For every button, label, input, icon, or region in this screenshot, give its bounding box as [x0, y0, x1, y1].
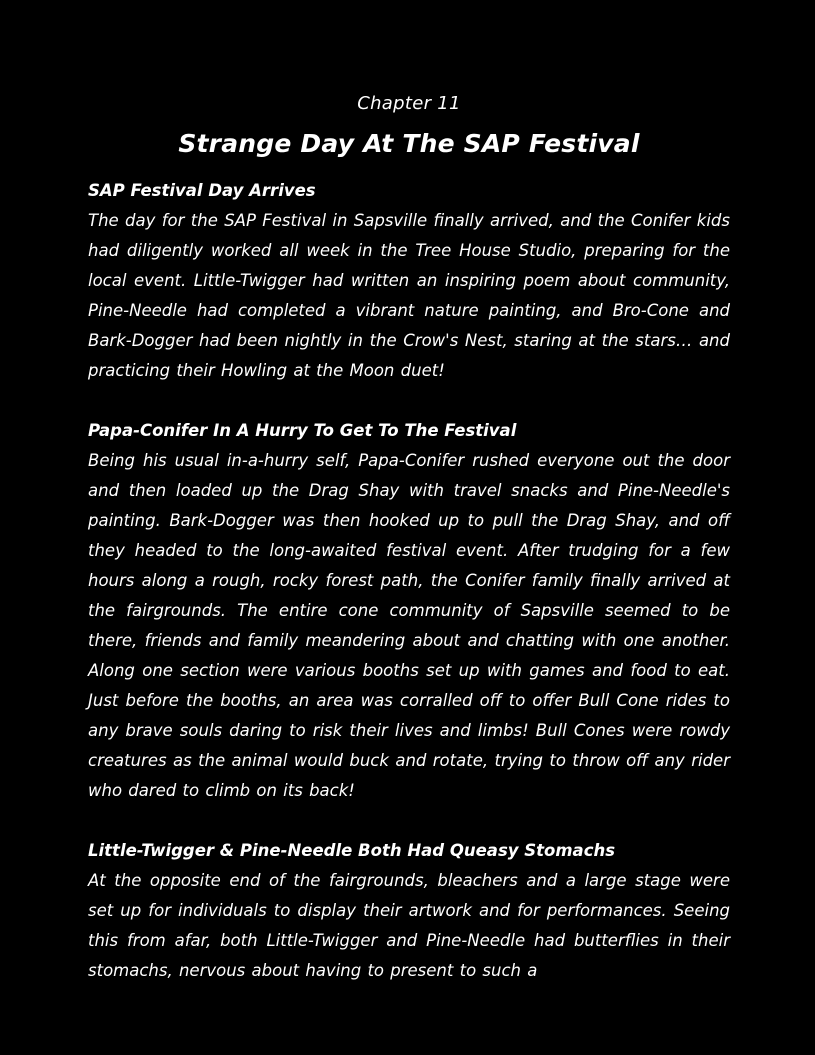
section-body: The day for the SAP Festival in Sapsville finally arrived, and the Conifer kids had diligently worked all week in the Tree House Studio, preparing for the local event. Little-Twigger had written an inspiring poem about community, Pine-Needle had completed a vibrant nature painting, and Bro-Cone and Bark-Dogger had been nightly in the Crow's Nest, staring at the stars… and practicing their Howling at the Moon duet! — [88, 211, 730, 380]
chapter-title: Strange Day At The SAP Festival — [178, 129, 640, 158]
section-festival-day — [88, 176, 730, 386]
section-body: At the opposite end of the fairgrounds, bleachers and a large stage were set up for individuals to display their artwork and for performances. Seeing this from afar, both Little-Twigger and Pine-Needle had butterflies in their stomachs, nervous about having to present to such a — [88, 871, 730, 980]
section-heading: Papa-Conifer In A Hurry To Get To The Festival — [88, 421, 517, 440]
section-queasy-stomachs — [88, 836, 730, 986]
section-heading: Little-Twigger & Pine-Needle Both Had Queasy Stomachs — [88, 841, 616, 860]
section-body: Being his usual in-a-hurry self, Papa-Conifer rushed everyone out the door and then loaded up the Drag Shay with travel snacks and Pine-Needle's painting. Bark-Dogger was then hooked up to pull the Drag Shay, and off they headed to the long-awaited festival event. After trudging for a few hours along a rough, rocky forest path, the Conifer family finally arrived at the fairgrounds. The entire cone community of Sapsville seemed to be there, friends and family meandering about and chatting with one another. Along one section were various booths set up with games and food to eat. Just before the booths, an area was corralled off to offer Bull Cone rides to any brave souls daring to risk their lives and limbs! Bull Cones were rowdy creatures as the animal would buck and rotate, trying to throw off any rider who dared to climb on its back! — [88, 451, 730, 800]
section-papa-conifer — [88, 416, 730, 806]
chapter-label: Chapter 11 — [357, 93, 461, 114]
section-heading: SAP Festival Day Arrives — [88, 181, 316, 200]
document-page — [88, 90, 730, 1016]
